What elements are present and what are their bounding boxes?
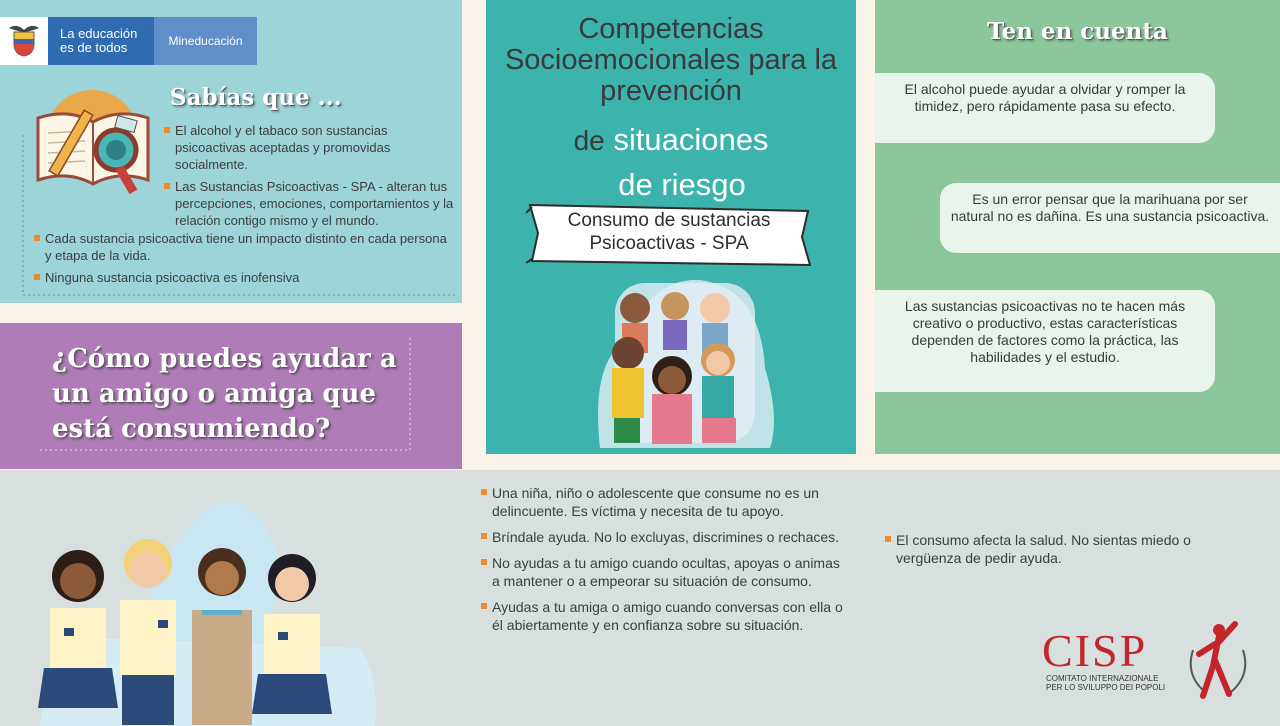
cisp-figure-icon: [1185, 620, 1251, 700]
bottom-list-a: [481, 484, 846, 642]
sabias-list-b: [34, 230, 454, 291]
sabias-title: Sabías que ...: [170, 84, 342, 111]
ministry-logo: Mineducación: [154, 17, 257, 65]
list-item: Ninguna sustancia psicoactiva es inofensiva: [34, 269, 454, 286]
center-situaciones: situaciones: [613, 122, 769, 157]
list-item: Una niña, niño o adolescente que consume no es un delincuente. Es víctima y necesita de tu apoyo.: [481, 484, 846, 520]
list-item: Ayudas a tu amiga o amigo cuando conversas con ella o él abiertamente y en confianza sobre su situación.: [481, 598, 846, 634]
bottom-list-b: [885, 531, 1255, 572]
list-item: Las Sustancias Psicoactivas - SPA - alteran tus percepciones, emociones, comportamientos y la relación contigo mismo y el mundo.: [164, 178, 456, 229]
crest-icon: [0, 17, 48, 65]
ribbon-line-1: Consumo de sustancias: [567, 210, 771, 231]
logo-bar: [0, 17, 257, 65]
list-item: Cada sustancia psicoactiva tiene un impacto distinto en cada persona y etapa de la vida.: [34, 230, 454, 264]
tip-bubble-3: Las sustancias psicoactivas no te hacen más creativo o productivo, estas características dependen de factores como la práctica, las habilidades y el estudio.: [875, 290, 1215, 392]
ayuda-title: ¿Cómo puedes ayudar a un amigo o amiga que está consumiendo?: [52, 344, 397, 444]
ribbon-line-2: Psicoactivas - SPA: [589, 233, 749, 254]
students-illustration: [30, 478, 390, 726]
ten-title: Ten en cuenta: [987, 18, 1168, 45]
center-de: de: [573, 125, 605, 156]
cisp-sub-line-1: COMITATO INTERNAZIONALE: [1046, 674, 1159, 683]
list-item: No ayudas a tu amigo cuando ocultas, apoyas o animas a mantener o a empeorar su situación de consumo.: [481, 554, 846, 590]
ribbon-text: [526, 209, 812, 255]
tip-bubble-2: Es un error pensar que la marihuana por ser natural no es dañina. Es una sustancia psicoactiva.: [940, 183, 1280, 253]
list-item: Bríndale ayuda. No lo excluyas, discrimines o rechaces.: [481, 528, 846, 546]
sabias-list-a: [164, 122, 456, 234]
list-item: El alcohol y el tabaco son sustancias psicoactivas aceptadas y promovidas socialmente.: [164, 122, 456, 173]
cisp-sub-line-2: PER LO SVILUPPO DEI POPOLI: [1046, 683, 1166, 692]
education-logo: [48, 17, 154, 65]
kids-group-illustration: [590, 268, 780, 448]
center-de-riesgo: de riesgo: [618, 167, 746, 202]
center-title: Competencias Socioemocionales para la prevención: [504, 13, 838, 107]
center-subtitle: [486, 118, 856, 207]
list-item: El consumo afecta la salud. No sientas miedo o vergüenza de pedir ayuda.: [885, 531, 1255, 567]
cisp-subtitle: [1046, 674, 1186, 692]
logo-line-1: La educación: [60, 26, 138, 41]
tip-bubble-1: El alcohol puede ayudar a olvidar y romper la timidez, pero rápidamente pasa su efecto.: [875, 73, 1215, 143]
cisp-logo-text: CISP: [1042, 625, 1148, 676]
logo-line-2: es de todos: [60, 40, 128, 55]
